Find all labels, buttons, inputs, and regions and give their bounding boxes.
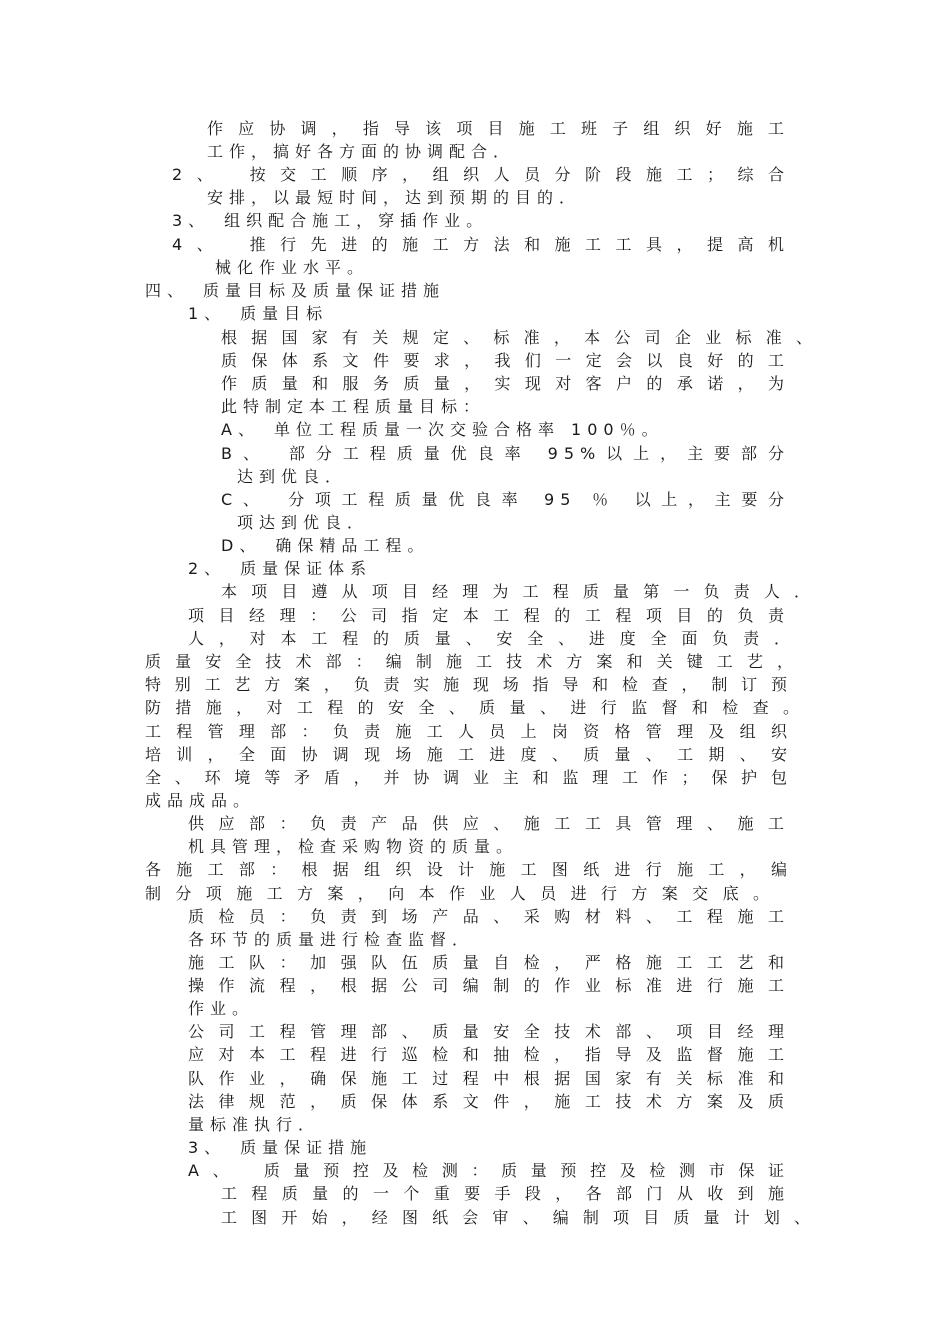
text-line: 质量安全技术部：编制施工技术方案和关键工艺， [145, 652, 799, 671]
text-line: 作质量和服务质量，实现对客户的承诺，为 [221, 374, 790, 393]
text-line: 法律规范，质保体系文件，施工技术方案及质 [188, 1092, 790, 1111]
text-line: 培训，全面协调现场施工进度、质量、工期、安 [145, 745, 793, 764]
text-line: 量标准执行． [188, 1115, 321, 1134]
subsection-heading: 1、 质量目标 [188, 304, 329, 323]
text-line: 供应部：负责产品供应、施工工具管理、施工 [188, 814, 790, 833]
text-line: 工程管理部：负责施工人员上岗资格管理及组织 [145, 722, 793, 741]
list-item-2: 2、 按交工顺序，组织人员分阶段施工；综合 [172, 165, 790, 184]
text-line: 机具管理，检查采购物资的质量。 [188, 837, 519, 856]
text-line: 工程质量的一个重要手段，各部门从收到施 [221, 1184, 790, 1203]
text-line: 特别工艺方案，负责实施现场指导和检查，制订预 [145, 675, 793, 694]
text-line: 质检员：负责到场产品、采购材料、工程施工 [188, 907, 790, 926]
list-item-a: A、 单位工程质量一次交验合格率 100％。 [221, 420, 664, 439]
text-line: 防措施，对工程的安全、质量、进行监督和检查。 [145, 698, 805, 717]
text-line: 成品成品。 [145, 791, 256, 810]
text-line: 各施工部：根据组织设计施工图纸进行施工，编 [145, 860, 793, 879]
text-line: 根据国家有关规定、标准，本公司企业标准、 [221, 328, 818, 347]
text-line: 施工队：加强队伍质量自检，严格施工工艺和 [188, 953, 790, 972]
text-line: 公司工程管理部、质量安全技术部、项目经理 [188, 1022, 790, 1041]
text-line: 人，对本工程的质量、安全、进度全面负责． [188, 629, 796, 648]
text-line: 质保体系文件要求，我们一定会以良好的工 [221, 351, 790, 370]
text-line: 工作，搞好各方面的协调配合． [207, 142, 516, 161]
subsection-heading: 2、 质量保证体系 [188, 559, 373, 578]
text-line: 全、环境等矛盾，并协调业主和监理工作；保护包 [145, 768, 793, 787]
text-line: 达到优良． [237, 467, 348, 486]
text-line: 本项目遵从项目经理为工程质量第一负责人． [221, 582, 816, 601]
list-item-c: C、 分项工程质量优良率 95 ％ 以上，主要分 [221, 490, 790, 509]
text-line: 工图开始，经图纸会审、编制项目质量计划、 [221, 1208, 816, 1227]
text-line: 操作流程，根据公司编制的作业标准进行施工 [188, 976, 790, 995]
text-line: 安排，以最短时间，达到预期的目的． [207, 188, 582, 207]
text-line: 制分项施工方案，向本作业人员进行方案交底。 [145, 884, 775, 903]
list-item-b: B、 部分工程质量优良率 95%以上，主要部分 [221, 444, 790, 463]
text-line: 此特制定本工程质量目标： [221, 397, 486, 416]
list-item-a: A、 质量预控及检测：质量预控及检测市保证 [188, 1161, 790, 1180]
list-item-4: 4、 推行先进的施工方法和施工工具，提高机 [172, 235, 790, 254]
text-line: 作业。 [188, 999, 255, 1018]
text-line: 各环节的质量进行检查监督． [188, 930, 475, 949]
section-heading: 四、 质量目标及质量保证措施 [145, 281, 446, 300]
list-item-d: D、 确保精品工程。 [221, 536, 430, 555]
text-line: 械化作业水平。 [215, 258, 370, 277]
subsection-heading: 3、 质量保证措施 [188, 1138, 373, 1157]
text-line: 项达到优良． [237, 513, 370, 532]
text-line: 项目经理：公司指定本工程的工程项目的负责 [188, 606, 790, 625]
text-line: 应对本工程进行巡检和抽检，指导及监督施工 [188, 1045, 790, 1064]
text-line: 作应协调，指导该项目施工班子组织好施工 [207, 119, 790, 138]
text-line: 队作业，确保施工过程中根据国家有关标准和 [188, 1069, 790, 1088]
list-item-3: 3、 组织配合施工，穿插作业。 [172, 211, 489, 230]
